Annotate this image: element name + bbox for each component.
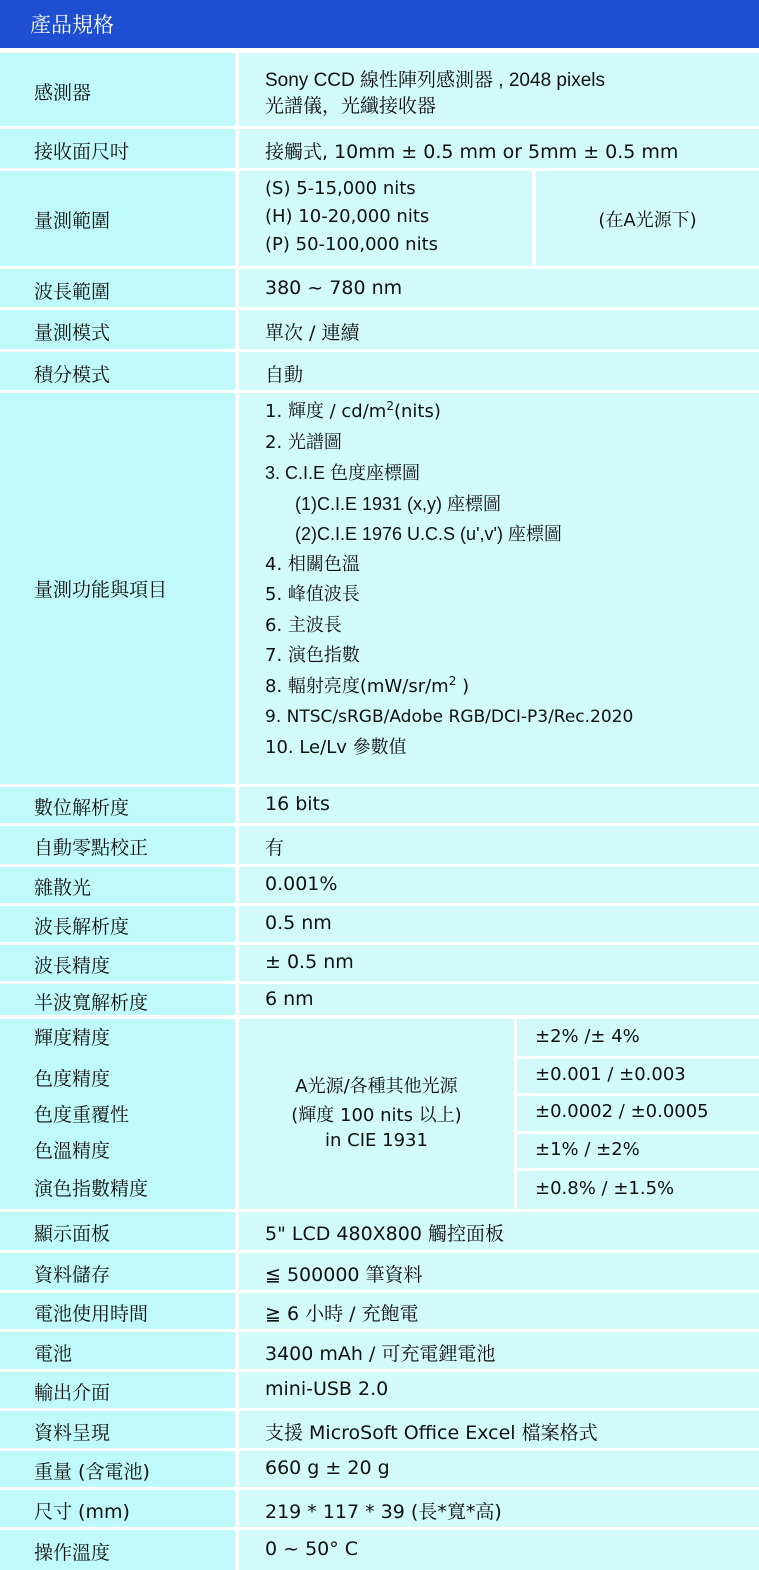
spec-label: 輸出介面 bbox=[34, 1382, 111, 1404]
spec-value: ± 0.5 nm bbox=[265, 951, 354, 973]
spec-value: 5" LCD 480X800 觸控面板 bbox=[265, 1223, 504, 1245]
spec-label: 資料呈現 bbox=[34, 1422, 111, 1444]
spec-row-wl-resolution bbox=[0, 906, 759, 942]
spec-row-measure-mode bbox=[0, 310, 759, 349]
spec-value: 6 nm bbox=[265, 988, 314, 1010]
spec-value: 0.5 nm bbox=[265, 912, 332, 934]
range-s: (S) 5-15,000 nits bbox=[265, 178, 416, 199]
spec-row-display bbox=[0, 1212, 759, 1250]
spec-value: 219 * 117 * 39 (長*寬*高) bbox=[265, 1501, 502, 1523]
spec-label: 電池使用時間 bbox=[34, 1303, 149, 1325]
spec-row-interface bbox=[0, 1372, 759, 1408]
spec-label: 量測範圍 bbox=[34, 210, 111, 232]
function-item: 4. 相關色溫 bbox=[265, 553, 360, 575]
spec-row-range bbox=[0, 171, 759, 266]
spec-value: 16 bits bbox=[265, 793, 330, 815]
functions-list bbox=[265, 397, 633, 763]
spec-row-half-bandwidth bbox=[0, 984, 759, 1015]
spec-row-functions bbox=[0, 393, 759, 784]
spec-label: 感測器 bbox=[34, 82, 92, 104]
section-title: 產品規格 bbox=[30, 13, 114, 37]
spec-label: 資料儲存 bbox=[34, 1264, 111, 1286]
spec-label: 量測模式 bbox=[34, 322, 111, 344]
spec-row-stray-light bbox=[0, 867, 759, 903]
spec-label: 波長解析度 bbox=[34, 916, 130, 938]
spec-label: 色度精度 bbox=[34, 1068, 111, 1090]
accuracy-value: ±0.001 / ±0.003 bbox=[535, 1064, 686, 1085]
spec-label: 電池 bbox=[34, 1343, 73, 1365]
range-p: (P) 50-100,000 nits bbox=[265, 234, 439, 255]
spec-label: 量測功能與項目 bbox=[34, 579, 168, 601]
spec-label: 自動零點校正 bbox=[34, 837, 149, 859]
spec-row-sensor bbox=[0, 53, 759, 126]
accuracy-value: ±1% / ±2% bbox=[535, 1139, 640, 1160]
spec-value-line: 光譜儀，光纖接收器 bbox=[265, 96, 437, 117]
spec-label: 半波寬解析度 bbox=[34, 992, 149, 1014]
spec-value: 0.001% bbox=[265, 873, 338, 895]
function-subitem: (2)C.I.E 1976 U.C.S (u',v') 座標圖 bbox=[295, 524, 562, 544]
function-item: 3. C.I.E 色度座標圖 bbox=[265, 463, 421, 483]
spec-row-aperture bbox=[0, 129, 759, 168]
spec-row-weight bbox=[0, 1451, 759, 1487]
spec-row-data-format bbox=[0, 1411, 759, 1448]
spec-row-digital-resolution bbox=[0, 787, 759, 823]
accuracy-condition: (輝度 100 nits 以上) bbox=[291, 1105, 462, 1126]
spec-label: 尺寸 (mm) bbox=[34, 1501, 130, 1523]
function-item: 7. 演色指數 bbox=[265, 645, 360, 666]
accuracy-value: ±0.8% / ±1.5% bbox=[535, 1178, 675, 1199]
spec-label: 雜散光 bbox=[34, 877, 92, 899]
spec-label: 接收面尺吋 bbox=[34, 141, 130, 163]
spec-value: 接觸式, 10mm ± 0.5 mm or 5mm ± 0.5 mm bbox=[265, 141, 679, 163]
spec-value: 380 ~ 780 nm bbox=[265, 277, 403, 299]
spec-value: 單次 / 連續 bbox=[265, 322, 360, 344]
spec-label: 重量 (含電池) bbox=[34, 1461, 150, 1483]
range-note: (在A光源下) bbox=[598, 210, 697, 231]
function-item: 8. 輻射亮度($mW/sr/m^2$ ) bbox=[265, 673, 470, 697]
spec-row-integration-mode bbox=[0, 352, 759, 390]
function-item: 2. 光譜圖 bbox=[265, 431, 342, 453]
spec-value: 自動 bbox=[265, 364, 304, 386]
spec-value: mini-USB 2.0 bbox=[265, 1378, 389, 1400]
spec-row-wl-accuracy bbox=[0, 945, 759, 981]
accuracy-condition: in CIE 1931 bbox=[325, 1130, 428, 1151]
spec-row-temperature bbox=[0, 1530, 759, 1570]
spec-value: 660 g ± 20 g bbox=[265, 1457, 390, 1479]
spec-value: ≧ 6 小時 / 充飽電 bbox=[265, 1303, 419, 1325]
spec-value-line: Sony CCD 線性陣列感測器 , 2048 pixels bbox=[265, 70, 605, 91]
spec-label: 波長精度 bbox=[34, 955, 111, 977]
section-header bbox=[0, 0, 759, 48]
spec-label: 演色指數精度 bbox=[34, 1178, 149, 1200]
spec-label: 波長範圍 bbox=[34, 281, 111, 303]
spec-label: 色溫精度 bbox=[34, 1140, 111, 1162]
spec-row-size bbox=[0, 1490, 759, 1527]
spec-row-wavelength-range bbox=[0, 269, 759, 307]
spec-row-battery bbox=[0, 1332, 759, 1369]
spec-label: 數位解析度 bbox=[34, 797, 130, 819]
spec-value: 有 bbox=[265, 837, 285, 859]
range-h: (H) 10-20,000 nits bbox=[265, 206, 430, 227]
spec-row-storage bbox=[0, 1253, 759, 1290]
spec-value: 支援 MicroSoft Office Excel 檔案格式 bbox=[265, 1422, 598, 1444]
spec-row-battery-life bbox=[0, 1293, 759, 1329]
spec-value: 3400 mAh / 可充電鋰電池 bbox=[265, 1343, 496, 1365]
spec-block-accuracy bbox=[0, 1019, 759, 1209]
function-subitem: (1)C.I.E 1931 (x,y) 座標圖 bbox=[295, 493, 502, 514]
accuracy-condition: A光源/各種其他光源 bbox=[295, 1076, 458, 1097]
spec-label: 顯示面板 bbox=[34, 1223, 111, 1245]
function-item: 10. Le/Lv 參數值 bbox=[265, 736, 407, 758]
spec-value: ≦ 500000 筆資料 bbox=[265, 1264, 423, 1286]
function-item: 9. NTSC/sRGB/Adobe RGB/DCI-P3/Rec.2020 bbox=[265, 707, 634, 727]
accuracy-value: ±2% /± 4% bbox=[535, 1026, 640, 1047]
accuracy-value: ±0.0002 / ±0.0005 bbox=[535, 1101, 709, 1122]
spec-row-auto-zero bbox=[0, 826, 759, 864]
function-item: 1. 輝度 / $cd/m^2(nits)$ bbox=[265, 399, 441, 422]
spec-label: 積分模式 bbox=[34, 364, 111, 386]
spec-label: 操作溫度 bbox=[34, 1542, 111, 1564]
spec-label: 輝度精度 bbox=[34, 1027, 111, 1049]
spec-label: 色度重覆性 bbox=[34, 1104, 130, 1126]
function-item: 5. 峰值波長 bbox=[265, 584, 360, 605]
function-item: 6. 主波長 bbox=[265, 614, 342, 636]
spec-value: 0 ~ 50° C bbox=[265, 1538, 359, 1560]
